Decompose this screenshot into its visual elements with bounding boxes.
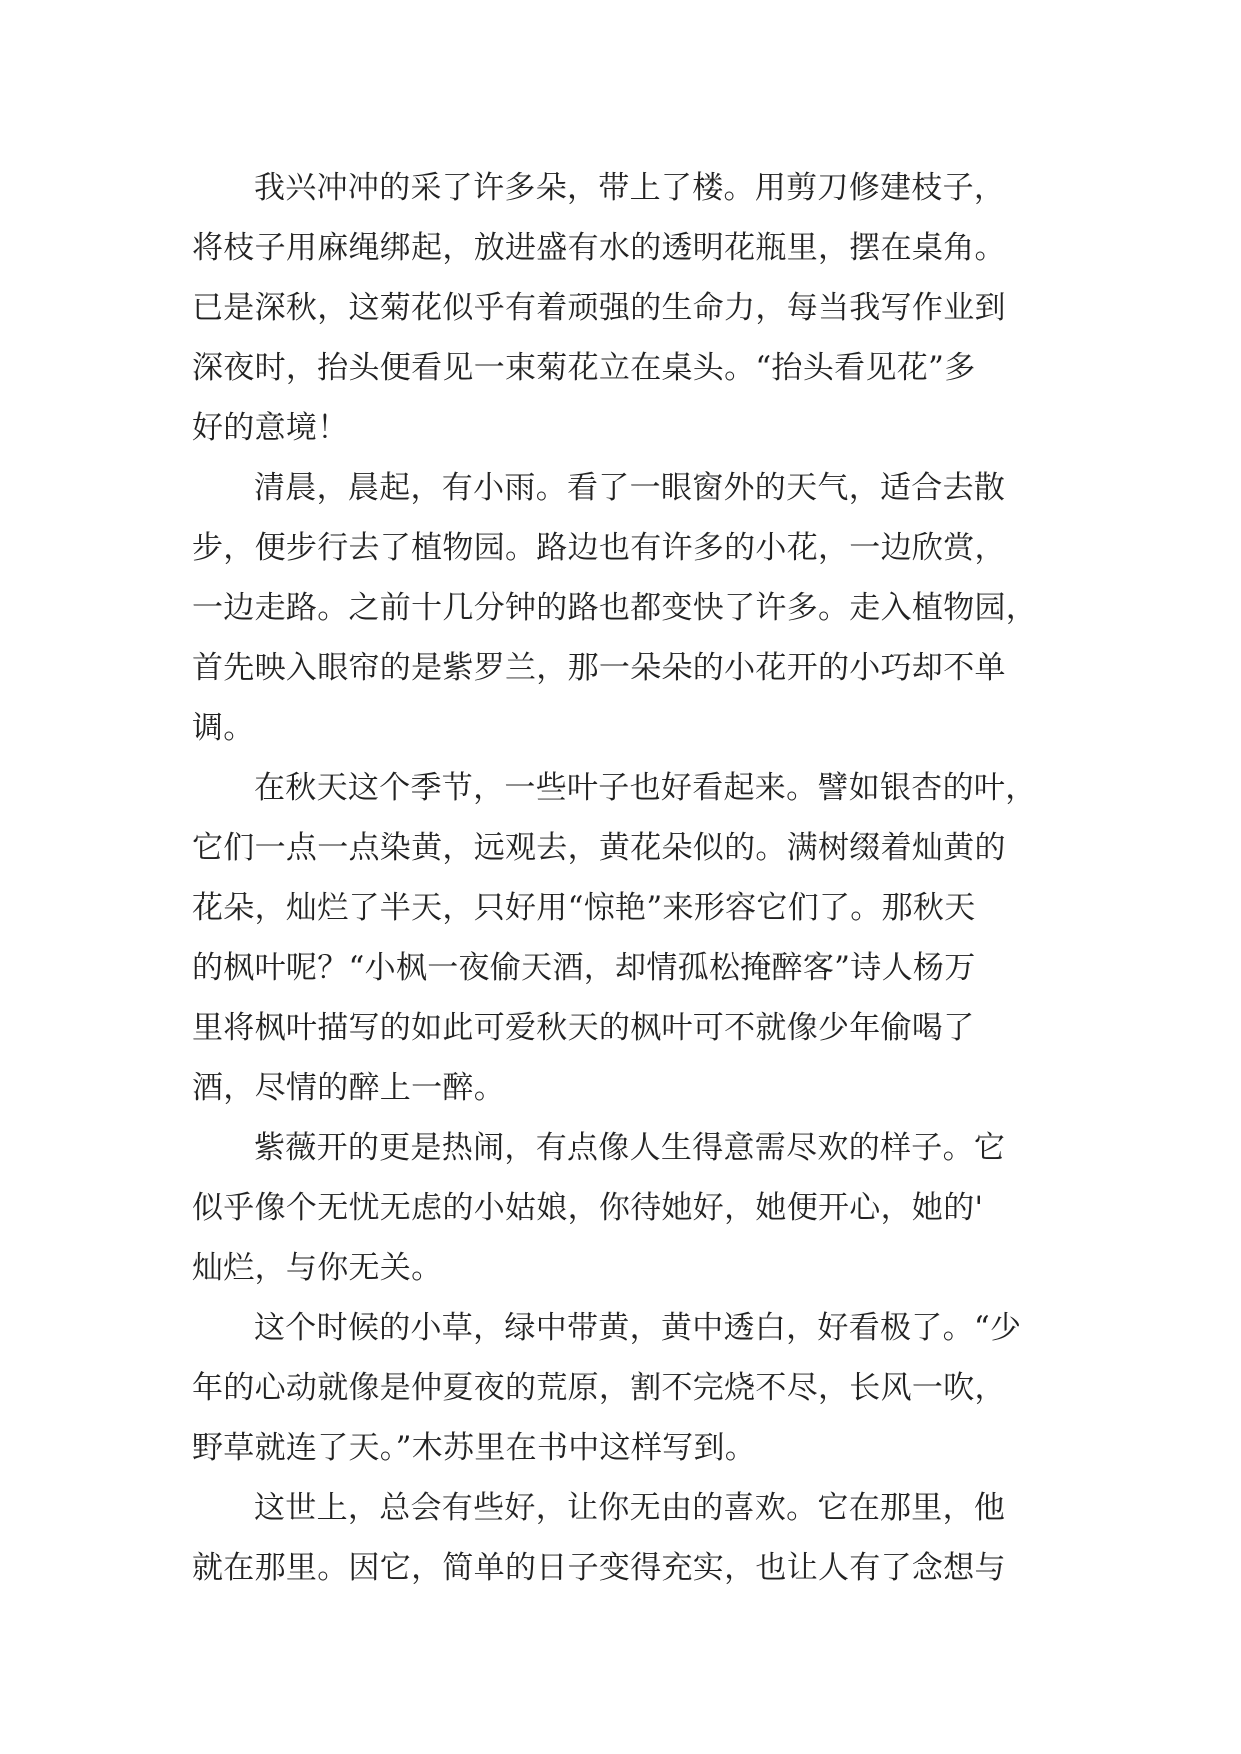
text-line: 深夜时，抬头便看见一束菊花立在桌头。“抬头看见花”多 — [192, 350, 976, 386]
document-body — [192, 158, 1092, 1598]
text-line: 我兴冲冲的采了许多朵，带上了楼。用剪刀修建枝子， — [254, 170, 1006, 206]
text-line: 紫薇开的更是热闹，有点像人生得意需尽欢的样子。它 — [254, 1130, 1006, 1166]
text-line: 已是深秋，这菊花似乎有着顽强的生命力，每当我写作业到 — [192, 290, 1006, 326]
text-line: 将枝子用麻绳绑起，放进盛有水的透明花瓶里，摆在桌角。 — [192, 230, 1006, 266]
text-line: 就在那里。因它，简单的日子变得充实，也让人有了念想与 — [192, 1550, 1006, 1586]
text-line: 的枫叶呢？“小枫一夜偷天酒，却情孤松掩醉客”诗人杨万 — [192, 950, 976, 986]
text-line: 步，便步行去了植物园。路边也有许多的小花，一边欣赏， — [192, 530, 1006, 566]
text-line: 它们一点一点染黄，远观去，黄花朵似的。满树缀着灿黄的 — [192, 830, 1006, 866]
text-line: 首先映入眼帘的是紫罗兰，那一朵朵的小花开的小巧却不单 — [192, 650, 1006, 686]
text-line: 野草就连了天。”木苏里在书中这样写到。 — [192, 1430, 757, 1466]
text-line: 在秋天这个季节，一些叶子也好看起来。譬如银杏的叶， — [254, 770, 1037, 806]
text-line: 这个时候的小草，绿中带黄，黄中透白，好看极了。“少 — [254, 1310, 1022, 1346]
text-line: 里将枫叶描写的如此可爱秋天的枫叶可不就像少年偷喝了 — [192, 1010, 975, 1046]
text-line: 花朵，灿烂了半天，只好用“惊艳”来形容它们了。那秋天 — [192, 890, 976, 926]
text-line: 好的意境！ — [192, 410, 349, 446]
text-line: 这世上，总会有些好，让你无由的喜欢。它在那里，他 — [254, 1490, 1006, 1526]
text-line: 年的心动就像是仲夏夜的荒原，割不完烧不尽，长风一吹， — [192, 1370, 1006, 1406]
text-line: 一边走路。之前十几分钟的路也都变快了许多。走入植物园， — [192, 590, 1038, 626]
text-line: 清晨，晨起，有小雨。看了一眼窗外的天气，适合去散 — [254, 470, 1006, 506]
text-line: 灿烂，与你无关。 — [192, 1250, 443, 1286]
text-line: 酒，尽情的醉上一醉。 — [192, 1070, 505, 1106]
text-line: 似乎像个无忧无虑的小姑娘，你待她好，她便开心，她的' — [192, 1190, 984, 1226]
text-line: 调。 — [192, 710, 255, 746]
